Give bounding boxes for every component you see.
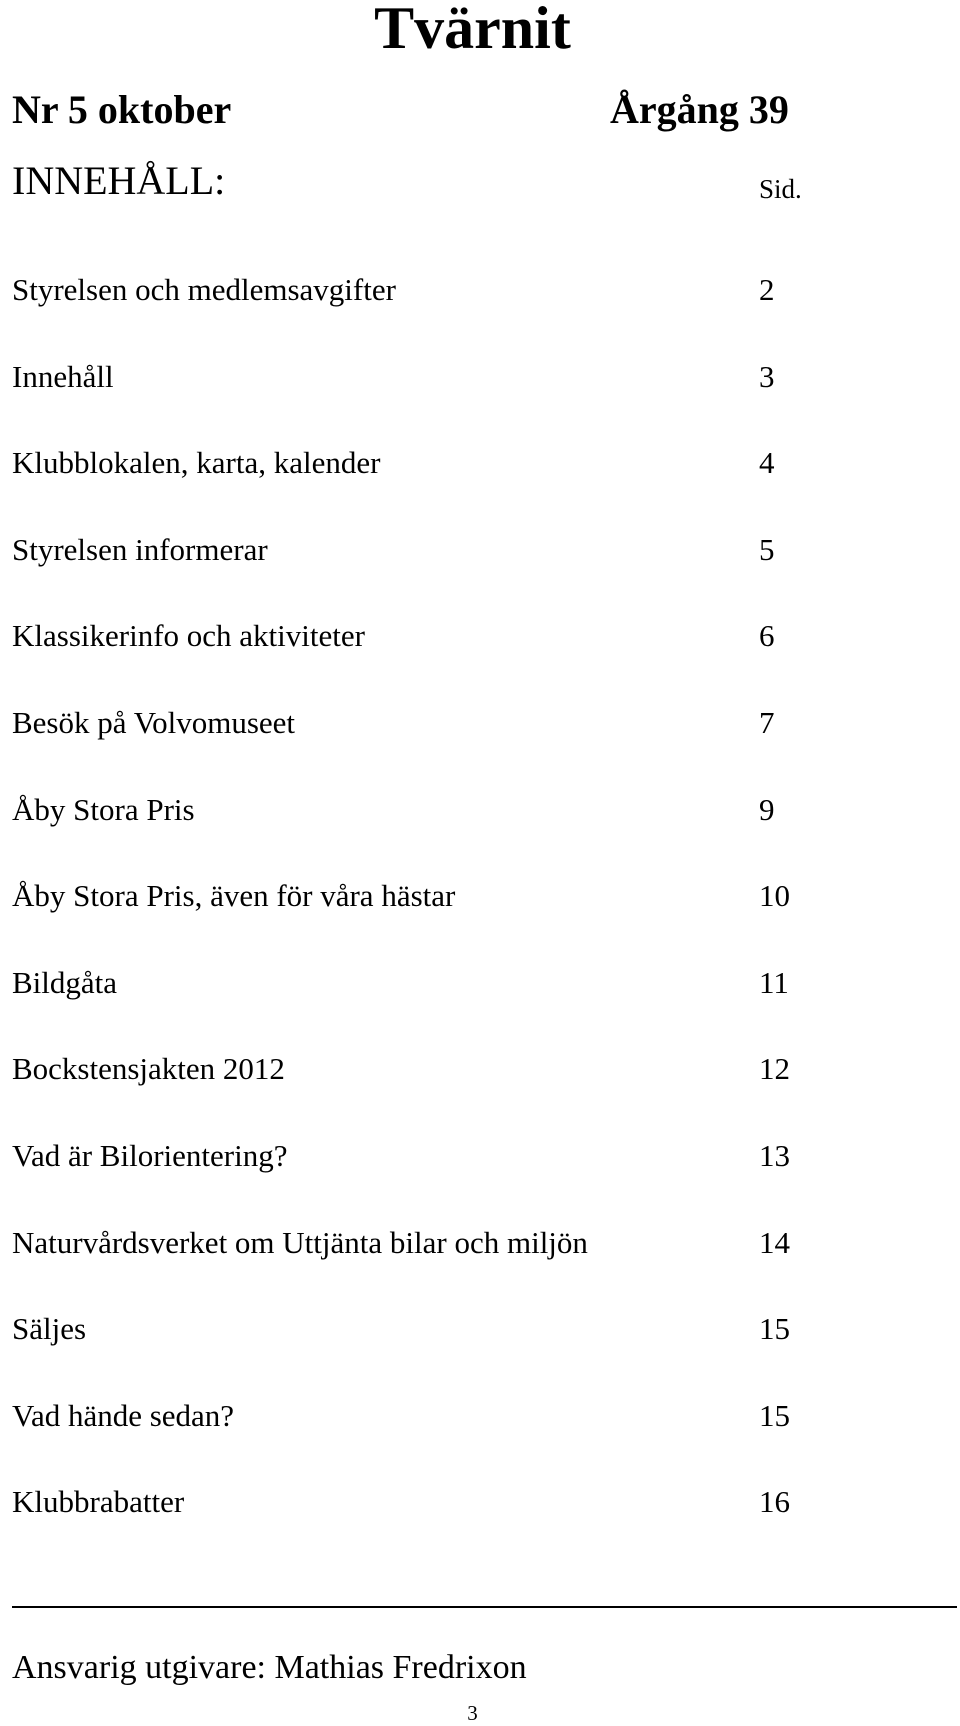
newsletter-title: Tvärnit (374, 0, 571, 61)
toc-item (12, 435, 852, 522)
toc-item-page: 3 (759, 358, 775, 394)
toc-item-page: 6 (759, 618, 775, 654)
toc-item-title: Åby Stora Pris, även för våra hästar (12, 878, 456, 914)
toc-item-title: Innehåll (12, 358, 114, 394)
toc-item-page: 5 (759, 531, 775, 567)
toc-item (12, 522, 852, 609)
toc-item-title: Bockstensjakten 2012 (12, 1051, 285, 1087)
toc-item-title: Bildgåta (12, 964, 118, 1000)
toc-item (12, 1301, 852, 1388)
toc-item (12, 1215, 852, 1302)
toc-item-page: 10 (759, 878, 790, 914)
toc-item-title: Styrelsen informerar (12, 531, 268, 567)
toc-item-page: 16 (759, 1484, 790, 1520)
page-number: 3 (467, 1701, 478, 1725)
toc-item-title: Säljes (12, 1311, 87, 1347)
volume-label: Årgång 39 (610, 87, 789, 132)
toc-item (12, 695, 852, 782)
toc-item (12, 349, 852, 436)
toc-item-title: Vad är Bilorientering? (12, 1137, 288, 1173)
toc-item (12, 955, 852, 1042)
page-column-label: Sid. (759, 174, 802, 204)
toc-item-title: Klubbrabatter (12, 1484, 185, 1520)
toc-item-title: Naturvårdsverket om Uttjänta bilar och miljön (12, 1224, 588, 1260)
toc-item-page: 11 (759, 964, 789, 1000)
toc-item (12, 1474, 852, 1561)
publisher-line: Ansvarig utgivare: Mathias Fredrixon (12, 1649, 527, 1686)
toc-item (12, 868, 852, 955)
toc-item-title: Åby Stora Pris (12, 791, 195, 827)
toc-item-title: Vad hände sedan? (12, 1397, 235, 1433)
footer-divider (12, 1606, 957, 1608)
toc-item-page: 12 (759, 1051, 790, 1087)
toc-item (12, 608, 852, 695)
toc-item-page: 9 (759, 791, 775, 827)
toc-item-title: Klubblokalen, karta, kalender (12, 445, 381, 481)
toc-item-page: 13 (759, 1137, 790, 1173)
toc-heading: INNEHÅLL: (12, 158, 226, 203)
toc-item (12, 262, 852, 349)
toc-item-page: 4 (759, 445, 775, 481)
toc-item (12, 1041, 852, 1128)
issue-label: Nr 5 oktober (12, 87, 232, 132)
toc-item-title: Styrelsen och medlemsavgifter (12, 272, 396, 307)
toc-item-page: 15 (759, 1311, 790, 1347)
toc-item-page: 14 (759, 1224, 790, 1260)
toc-item-page: 15 (759, 1397, 790, 1433)
toc-item-page: 7 (759, 704, 775, 740)
toc-item-title: Klassikerinfo och aktiviteter (12, 618, 365, 654)
toc-item-title: Besök på Volvomuseet (12, 704, 296, 740)
toc-item (12, 1128, 852, 1215)
toc-item-page: 2 (759, 272, 775, 307)
toc-item (12, 1388, 852, 1475)
toc-item (12, 782, 852, 869)
table-of-contents (12, 262, 852, 1561)
